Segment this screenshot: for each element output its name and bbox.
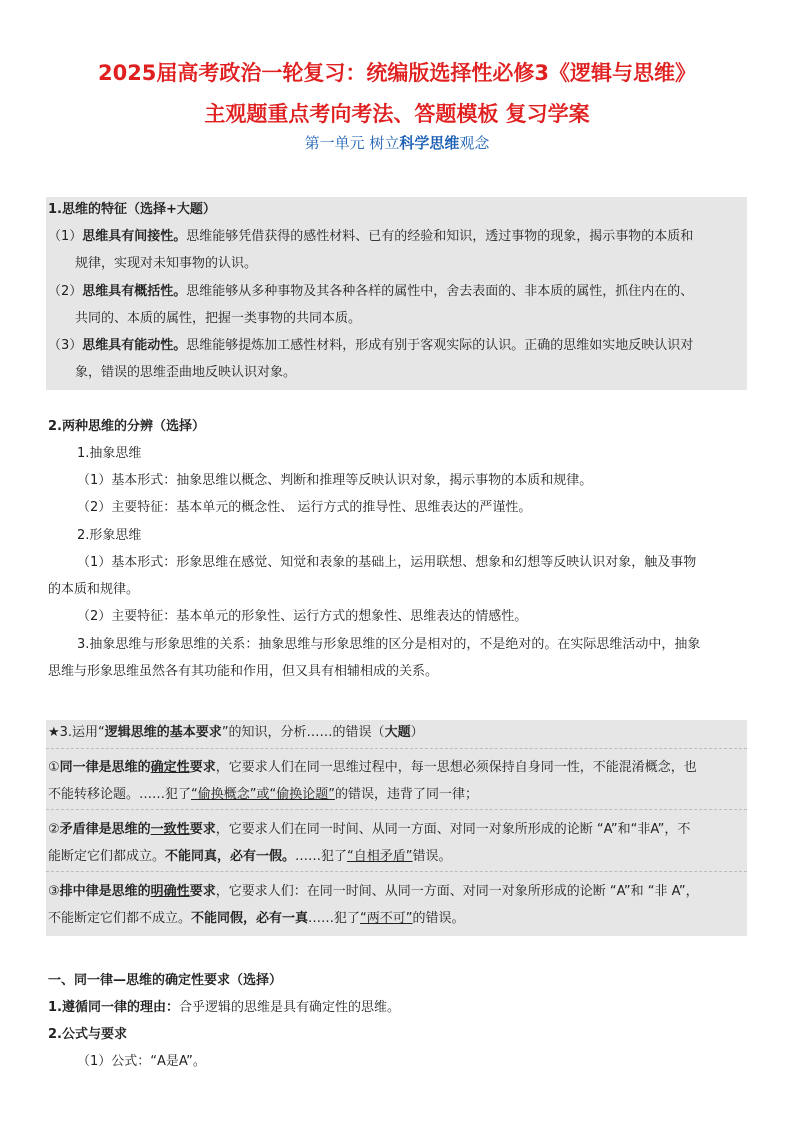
item-text: 思维能够凭借获得的感性材料、已有的经验和知识，透过事物的现象，揭示事物的本质和 <box>186 229 694 244</box>
item-num: （2） <box>48 284 83 299</box>
cont-a: 能断定它们都成立。 <box>48 849 166 864</box>
section1-item1-cont: 规律，实现对未知事物的认识。 <box>75 256 258 271</box>
section1-item2 <box>48 283 693 301</box>
section2-heading <box>48 418 205 436</box>
relation-cont: 思维与形象思维虽然各有其功能和作用，但又具有相辅相成的关系。 <box>48 664 439 679</box>
cont-b: 不能同真，必有一假。 <box>165 849 296 864</box>
divider <box>46 871 747 872</box>
abstract-thinking-title: 1.抽象思维 <box>77 446 142 461</box>
image-form-cont: 的本质和规律。 <box>48 582 140 597</box>
h-post: ） <box>410 725 424 740</box>
law-contradiction <box>48 821 690 839</box>
h-mid: ”的知识，分析……的错误（ <box>221 725 385 740</box>
law-bold: 排中律是思维的 <box>59 884 151 899</box>
law-text: ，它要求人们在同一时间、从同一方面、对同一对象所形成的论断 “A”和“非A”，不 <box>215 822 691 837</box>
section4-heading <box>48 972 282 990</box>
unit-subtitle-post: 观念 <box>459 134 490 152</box>
num: ① <box>48 760 60 775</box>
section3-heading <box>48 724 424 742</box>
law-key: 明确性 <box>150 884 190 899</box>
section4-line2 <box>48 1026 127 1044</box>
divider <box>46 748 747 749</box>
section4-heading-text: 一、同一律—思维的确定性要求（选择） <box>48 973 283 988</box>
item-num: （3） <box>48 338 83 353</box>
l1-text: 合乎逻辑的思维是具有确定性的思维。 <box>178 1000 400 1015</box>
image-thinking-title: 2.形象思维 <box>77 528 142 543</box>
section1-item2-cont: 共同的、本质的属性，把握一类事物的共同本质。 <box>75 311 362 326</box>
section1-heading-text: 1.思维的特征（选择+大题） <box>48 202 216 217</box>
h-bold2: 大题 <box>384 725 411 740</box>
section1-heading <box>48 201 216 219</box>
num: ③ <box>48 884 60 899</box>
cont-c: ……犯了 <box>308 911 361 926</box>
law-identity <box>48 759 697 777</box>
cont-u: “自相矛盾” <box>347 849 413 864</box>
section2-heading-text: 2.两种思维的分辨（选择） <box>48 419 205 434</box>
law-bold: 矛盾律是思维的 <box>59 822 151 837</box>
abstract-form: （1）基本形式：抽象思维以概念、判断和推理等反映认识对象，揭示事物的本质和规律。 <box>77 473 593 488</box>
law-text: ，它要求人们在同一思维过程中，每一思想必须保持自身同一性，不能混淆概念，也 <box>215 760 697 775</box>
law-text: ，它要求人们：在同一时间、从同一方面、对同一对象所形成的论断 “A”和 “非 A”， <box>215 884 699 899</box>
h-bold: 逻辑思维的基本要求 <box>104 725 222 740</box>
cont-d: 的错误。 <box>412 911 465 926</box>
law-key: 一致性 <box>150 822 190 837</box>
section4-line3: （1）公式：“A是A”。 <box>77 1054 206 1069</box>
law-bold: 同一律是思维的 <box>59 760 151 775</box>
abstract-features: （2）主要特征：基本单元的概念性、 运行方式的推导性、思维表达的严谨性。 <box>77 500 532 515</box>
item-bold: 思维具有间接性。 <box>82 229 187 244</box>
cont-a: 不能断定它们都不成立。 <box>48 911 192 926</box>
l2-bold: 2.公式与要求 <box>48 1027 127 1042</box>
section4-line1 <box>48 999 400 1017</box>
h-pre: ★3.运用“ <box>48 725 105 740</box>
cont-u: “两不可” <box>360 911 413 926</box>
relation: 3.抽象思维与形象思维的关系：抽象思维与形象思维的区分是相对的，不是绝对的。在实际思维活动中，抽象 <box>77 637 701 652</box>
cont-b: 的错误，违背了同一律； <box>334 787 478 802</box>
item-num: （1） <box>48 229 83 244</box>
unit-subtitle-pre: 第一单元 树立 <box>304 134 400 152</box>
section1-item3 <box>48 337 693 355</box>
law-identity-cont <box>48 786 478 804</box>
item-bold: 思维具有概括性。 <box>82 284 187 299</box>
cont-c: ……犯了 <box>295 849 348 864</box>
item-bold: 思维具有能动性。 <box>82 338 187 353</box>
unit-subtitle-bold: 科学思维 <box>399 134 460 152</box>
law-key: 确定性 <box>150 760 190 775</box>
cont-b: 不能同假，必有一真 <box>191 911 309 926</box>
law-contradiction-cont <box>48 848 452 866</box>
law-bold-tail: 要求 <box>189 884 216 899</box>
section1-item3-cont: 象，错误的思维歪曲地反映认识对象。 <box>75 365 297 380</box>
image-form: （1）基本形式：形象思维在感觉、知觉和表象的基础上，运用联想、想象和幻想等反映认识对象，触及事物 <box>77 555 697 570</box>
item-text: 思维能够从多种事物及其各种各样的属性中，舍去表面的、非本质的属性，抓住内在的、 <box>186 284 694 299</box>
unit-subtitle <box>0 131 794 155</box>
document-title-line2: 主观题重点考向考法、答题模板 复习学案 <box>204 102 590 126</box>
num: ② <box>48 822 60 837</box>
law-bold-tail: 要求 <box>189 822 216 837</box>
document-title-line1: 2025届高考政治一轮复习：统编版选择性必修3《逻辑与思维》 <box>97 61 697 85</box>
section1-item1 <box>48 228 693 246</box>
item-text: 思维能够提炼加工感性材料，形成有别于客观实际的认识。正确的思维如实地反映认识对 <box>186 338 694 353</box>
image-features: （2）主要特征：基本单元的形象性、运行方式的想象性、思维表达的情感性。 <box>77 609 528 624</box>
divider <box>46 809 747 810</box>
cont-d: 错误。 <box>412 849 452 864</box>
law-bold-tail: 要求 <box>189 760 216 775</box>
l1-bold: 1.遵循同一律的理由： <box>48 1000 179 1015</box>
law-excluded-middle <box>48 883 699 901</box>
cont-a: 不能转移论题。……犯了 <box>48 787 192 802</box>
law-excluded-middle-cont <box>48 910 465 928</box>
cont-u: “偷换概念”或“偷换论题” <box>191 787 335 802</box>
